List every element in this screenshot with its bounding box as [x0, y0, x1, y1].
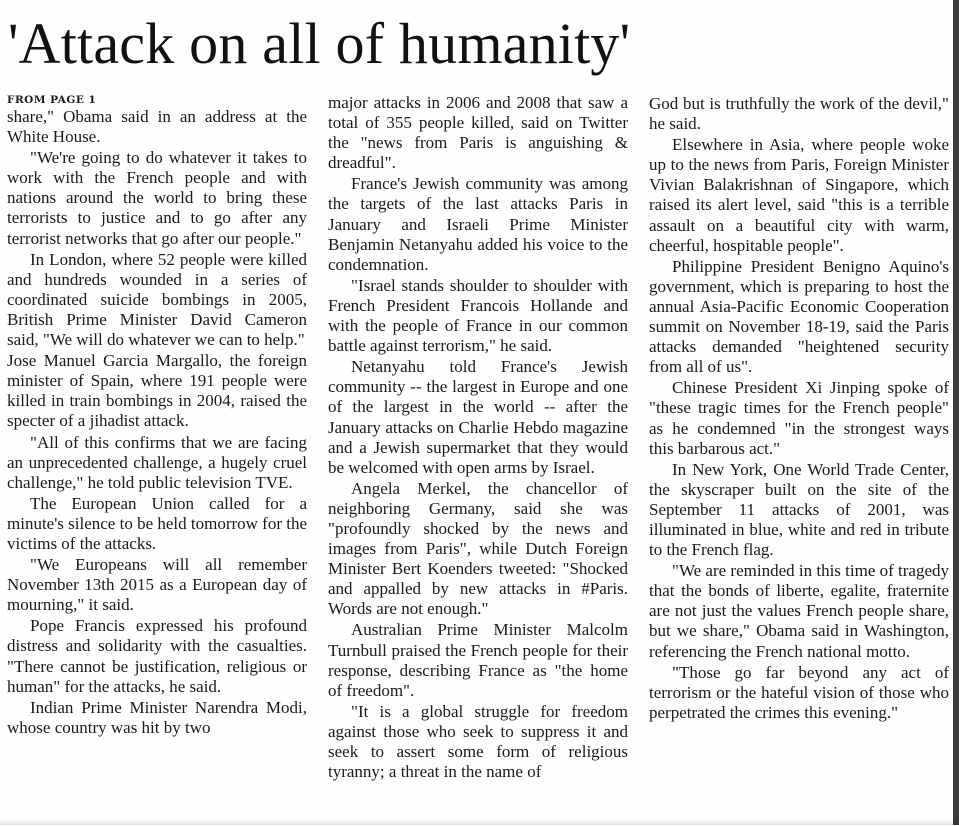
- paragraph: Indian Prime Minister Narendra Modi, whose country was hit by two: [7, 697, 307, 737]
- page-edge-shadow: [953, 0, 959, 825]
- paragraph: "It is a global struggle for freedom against those who seek to suppress it and seek to assert some form of religious tyranny; a threat in the name of: [328, 701, 628, 782]
- paragraph: In London, where 52 people were killed and hundreds wounded in a series of coordinated suicide bombings in 2005, British Prime Minister David Cameron said, "We will do whatever we can to help.": [7, 249, 307, 350]
- paragraph: Jose Manuel Garcia Margallo, the foreign minister of Spain, where 191 people were killed in train bombings in 2004, raised the specter of a jihadist attack.: [7, 351, 307, 431]
- paragraph: major attacks in 2006 and 2008 that saw a total of 355 people killed, said on Twitter the "news from Paris is anguishing & dreadful".: [328, 93, 628, 173]
- paragraph: share," Obama said in an address at the White House.: [7, 107, 307, 147]
- paragraph: God but is truthfully the work of the devil," he said.: [649, 94, 949, 134]
- article-column-2: [328, 93, 628, 825]
- paragraph: Elsewhere in Asia, where people woke up to the news from Paris, Foreign Minister Vivian Balakrishnan of Singapore, which raised its alert level, said "this is a terrible assault on a beautiful city with warm, cheerful, hospitable people".: [649, 135, 949, 255]
- paragraph: "All of this confirms that we are facing an unprecedented challenge, a hugely cruel challenge," he told public television TVE.: [7, 432, 307, 492]
- paragraph: "We're going to do whatever it takes to work with the French people and with nations around the world to bring these terrorists to justice and to go after any terrorist networks that go after our people.": [7, 148, 307, 248]
- page-bottom-shadow: [0, 819, 959, 825]
- paragraph: "We are reminded in this time of tragedy that the bonds of liberte, egalite, fraternite are not just the values French people share, but we share," Obama said in Washington, referencing the French national motto.: [649, 561, 949, 661]
- paragraph: Philippine President Benigno Aquino's government, which is preparing to host the annual Asia-Pacific Economic Cooperation summit on November 18-19, said the Paris attacks demanded "heightened security from all of us".: [649, 256, 949, 377]
- paragraph: "Israel stands shoulder to shoulder with French President Francois Hollande and with the people of France in our common battle against terrorism," he said.: [328, 275, 628, 356]
- paragraph: "Those go far beyond any act of terrorism or the hateful vision of those who perpetrated the crimes this evening.": [649, 662, 949, 722]
- paragraph: Pope Francis expressed his profound distress and solidarity with the casualties. "There cannot be justification, religious or human" for the attacks, he said.: [7, 616, 307, 696]
- paragraph: Australian Prime Minister Malcolm Turnbull praised the French people for their response, describing France as "the home of freedom".: [328, 620, 628, 700]
- article-column-1: [7, 93, 307, 825]
- headline: 'Attack on all of humanity': [8, 11, 631, 76]
- paragraph: The European Union called for a minute's silence to be held tomorrow for the victims of the attacks.: [7, 493, 307, 553]
- paragraph: Chinese President Xi Jinping spoke of "these tragic times for the French people" as he condemned "in the strongest ways this barbarous act.": [649, 378, 949, 458]
- continued-from-label: FROM PAGE 1: [7, 94, 97, 106]
- paragraph: France's Jewish community was among the targets of the last attacks Paris in January and Israeli Prime Minister Benjamin Netanyahu added his voice to the condemnation.: [328, 174, 628, 274]
- paragraph: In New York, One World Trade Center, the skyscraper built on the site of the September 11 attacks of 2001, was illuminated in blue, white and red in tribute to the French flag.: [649, 459, 949, 560]
- paragraph: Angela Merkel, the chancellor of neighboring Germany, said she was "profoundly shocked by the news and images from Paris", while Dutch Foreign Minister Bert Koenders tweeted: "Shocked and appalled by new attacks in #Paris. Words are not enough.": [328, 478, 628, 619]
- paragraph: "We Europeans will all remember November 13th 2015 as a European day of mourning," it said.: [7, 555, 307, 615]
- paragraph: Netanyahu told France's Jewish community -- the largest in Europe and one of the largest in the world -- after the January attacks on Charlie Hebdo magazine and a Jewish supermarket that they would be welcomed with open arms by Israel.: [328, 357, 628, 477]
- article-column-3: [649, 94, 949, 826]
